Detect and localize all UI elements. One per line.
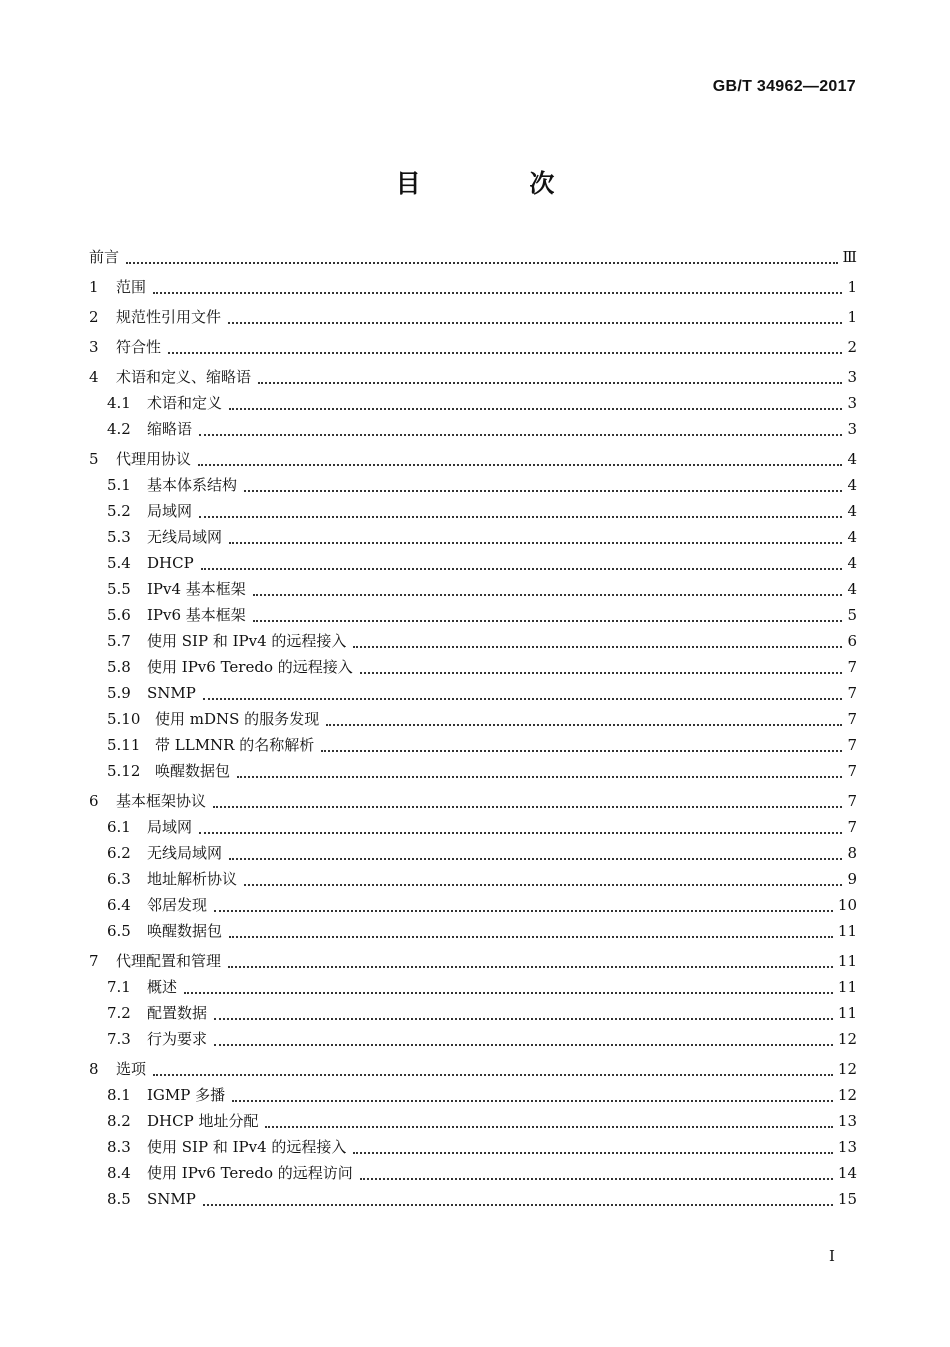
toc-dot-leader <box>198 456 842 466</box>
toc-section-entry[interactable] <box>89 840 857 866</box>
toc-entry-number: 8.3 <box>107 1138 131 1156</box>
toc-dot-leader <box>237 768 842 778</box>
toc-dot-leader <box>201 560 842 570</box>
toc-entry-page: 10 <box>837 896 857 914</box>
toc-entry-page: 7 <box>847 792 857 810</box>
toc-entry-number: 5.3 <box>107 528 131 546</box>
toc-entry-page: 4 <box>847 528 857 546</box>
toc-entry-page: 11 <box>837 952 857 970</box>
toc-entry-number: 5.6 <box>107 606 131 624</box>
toc-entry-number: 1 <box>89 278 99 296</box>
toc-entry-label: 局域网 <box>147 502 193 520</box>
toc-dot-leader <box>232 1092 833 1102</box>
toc-entry-label: 邻居发现 <box>147 896 208 914</box>
toc-entry-number: 5.5 <box>107 580 131 598</box>
toc-entry-page: 5 <box>847 606 857 624</box>
toc-dot-leader <box>214 1010 833 1020</box>
toc-entry-number: 8 <box>89 1060 99 1078</box>
toc-entry-page: 11 <box>837 978 857 996</box>
toc-entry-label: 使用 mDNS 的服务发现 <box>155 710 320 728</box>
toc-entry-page: 1 <box>847 308 857 326</box>
toc-dot-leader <box>199 426 842 436</box>
toc-entry-label: 使用 IPv6 Teredo 的远程接入 <box>147 658 353 676</box>
toc-entry-number: 7.1 <box>107 978 131 996</box>
toc-section-entry[interactable] <box>89 1186 857 1212</box>
toc-entry-label: 代理用协议 <box>116 450 192 468</box>
toc-section-entry[interactable] <box>89 1160 857 1186</box>
toc-dot-leader <box>229 400 842 410</box>
toc-dot-leader <box>244 482 842 492</box>
toc-dot-leader <box>353 638 842 648</box>
toc-dot-leader <box>203 1196 833 1206</box>
toc-chapter-entry[interactable] <box>89 244 857 270</box>
toc-entry-page: 8 <box>847 844 857 862</box>
toc-entry-number: 3 <box>89 338 99 356</box>
toc-chapter-entry[interactable] <box>89 334 857 360</box>
toc-chapter-entry[interactable] <box>89 304 857 330</box>
toc-entry-page: 7 <box>847 710 857 728</box>
toc-dot-leader <box>184 984 833 994</box>
toc-section-entry[interactable] <box>89 1082 857 1108</box>
toc-entry-page: 13 <box>837 1138 857 1156</box>
toc-dot-leader <box>203 690 842 700</box>
toc-entry-label: 无线局域网 <box>147 528 223 546</box>
toc-section-entry[interactable] <box>89 1134 857 1160</box>
toc-entry-label: IPv6 基本框架 <box>147 606 246 624</box>
toc-entry-number: 8.4 <box>107 1164 131 1182</box>
toc-entry-label: 符合性 <box>116 338 162 356</box>
toc-entry-number: 5.12 <box>107 762 141 780</box>
toc-entry-page: 14 <box>837 1164 857 1182</box>
toc-entry-label: 基本框架协议 <box>116 792 207 810</box>
toc-dot-leader <box>153 284 842 294</box>
toc-dot-leader <box>326 716 842 726</box>
toc-entry-label: 地址解析协议 <box>147 870 238 888</box>
toc-dot-leader <box>199 824 842 834</box>
toc-entry-number: 8.2 <box>107 1112 131 1130</box>
toc-dot-leader <box>199 508 842 518</box>
toc-entry-page: 12 <box>837 1060 857 1078</box>
toc-entry-label: 唤醒数据包 <box>147 922 223 940</box>
toc-entry-label: 前言 <box>89 248 120 266</box>
toc-dot-leader <box>321 742 842 752</box>
toc-entry-label: 缩略语 <box>147 420 193 438</box>
toc-entry-label: 术语和定义、缩略语 <box>116 368 252 386</box>
toc-entry-page: 15 <box>837 1190 857 1208</box>
toc-dot-leader <box>229 928 833 938</box>
toc-entry-label: DHCP <box>147 554 194 572</box>
toc-chapter-entry[interactable] <box>89 274 857 300</box>
toc-entry-label: 无线局域网 <box>147 844 223 862</box>
toc-entry-page: 3 <box>847 420 857 438</box>
toc-entry-label: SNMP <box>147 1190 196 1208</box>
toc-entry-page: 4 <box>847 502 857 520</box>
toc-entry-number: 5.11 <box>107 736 141 754</box>
toc-entry-page: 9 <box>847 870 857 888</box>
toc-entry-number: 6.5 <box>107 922 131 940</box>
toc-entry-label: 使用 SIP 和 IPv4 的远程接入 <box>147 632 347 650</box>
toc-entry-number: 5.7 <box>107 632 131 650</box>
toc-dot-leader <box>213 798 842 808</box>
toc-entry-number: 2 <box>89 308 99 326</box>
toc-entry-page: 4 <box>847 450 857 468</box>
toc-entry-page: 4 <box>847 580 857 598</box>
toc-section-entry[interactable] <box>89 390 857 416</box>
toc-section-entry[interactable] <box>89 472 857 498</box>
toc-section-entry[interactable] <box>89 1000 857 1026</box>
toc-entry-number: 6.1 <box>107 818 131 836</box>
toc-section-entry[interactable] <box>89 498 857 524</box>
toc-section-entry[interactable] <box>89 892 857 918</box>
toc-section-entry[interactable] <box>89 1026 857 1052</box>
toc-section-entry[interactable] <box>89 576 857 602</box>
toc-entry-page: 3 <box>847 368 857 386</box>
toc-entry-page: 13 <box>837 1112 857 1130</box>
toc-entry-page: 7 <box>847 736 857 754</box>
toc-entry-number: 6.2 <box>107 844 131 862</box>
toc-section-entry[interactable] <box>89 706 857 732</box>
toc-entry-number: 7 <box>89 952 99 970</box>
toc-section-entry[interactable] <box>89 416 857 442</box>
toc-dot-leader <box>214 1036 833 1046</box>
toc-entry-number: 5 <box>89 450 99 468</box>
toc-entry-label: 规范性引用文件 <box>116 308 222 326</box>
toc-dot-leader <box>253 586 842 596</box>
toc-entry-number: 5.8 <box>107 658 131 676</box>
table-of-contents <box>89 244 857 1212</box>
toc-section-entry[interactable] <box>89 550 857 576</box>
toc-entry-number: 6.3 <box>107 870 131 888</box>
toc-dot-leader <box>228 314 842 324</box>
toc-entry-label: 基本体系结构 <box>147 476 238 494</box>
toc-entry-label: 范围 <box>116 278 147 296</box>
toc-entry-page: 12 <box>837 1086 857 1104</box>
toc-entry-label: 代理配置和管理 <box>116 952 222 970</box>
toc-entry-number: 4.2 <box>107 420 131 438</box>
toc-entry-page: 3 <box>847 394 857 412</box>
toc-section-entry[interactable] <box>89 814 857 840</box>
toc-dot-leader <box>153 1066 833 1076</box>
toc-entry-page: 4 <box>847 476 857 494</box>
toc-dot-leader <box>353 1144 833 1154</box>
toc-dot-leader <box>244 876 842 886</box>
toc-section-entry[interactable] <box>89 1108 857 1134</box>
toc-entry-label: IGMP 多播 <box>147 1086 226 1104</box>
toc-entry-label: 配置数据 <box>147 1004 208 1022</box>
toc-entry-number: 6.4 <box>107 896 131 914</box>
toc-entry-page: 1 <box>847 278 857 296</box>
toc-entry-number: 4.1 <box>107 394 131 412</box>
toc-entry-label: IPv4 基本框架 <box>147 580 246 598</box>
toc-entry-label: 唤醒数据包 <box>155 762 231 780</box>
toc-entry-number: 5.4 <box>107 554 131 572</box>
toc-dot-leader <box>360 1170 833 1180</box>
toc-entry-page: 2 <box>847 338 857 356</box>
toc-entry-label: 行为要求 <box>147 1030 208 1048</box>
toc-section-entry[interactable] <box>89 524 857 550</box>
toc-entry-page: 11 <box>837 1004 857 1022</box>
toc-chapter-entry[interactable] <box>89 446 857 472</box>
toc-entry-number: 5.9 <box>107 684 131 702</box>
toc-entry-label: SNMP <box>147 684 196 702</box>
toc-entry-label: 选项 <box>116 1060 147 1078</box>
page-title: 目 次 <box>395 169 605 198</box>
toc-section-entry[interactable] <box>89 680 857 706</box>
toc-entry-number: 4 <box>89 368 99 386</box>
toc-entry-page: 7 <box>847 658 857 676</box>
toc-entry-page: 7 <box>847 762 857 780</box>
toc-dot-leader <box>253 612 842 622</box>
toc-entry-label: 术语和定义 <box>147 394 223 412</box>
toc-entry-page: 4 <box>847 554 857 572</box>
toc-entry-page: 11 <box>837 922 857 940</box>
toc-entry-number: 6 <box>89 792 99 810</box>
toc-section-entry[interactable] <box>89 918 857 944</box>
toc-dot-leader <box>360 664 842 674</box>
toc-section-entry[interactable] <box>89 602 857 628</box>
toc-entry-label: 局域网 <box>147 818 193 836</box>
toc-entry-number: 8.1 <box>107 1086 131 1104</box>
toc-entry-page: 7 <box>847 818 857 836</box>
toc-dot-leader <box>126 254 838 264</box>
toc-chapter-entry[interactable] <box>89 364 857 390</box>
standard-code: GB/T 34962—2017 <box>712 78 856 95</box>
toc-section-entry[interactable] <box>89 866 857 892</box>
toc-entry-number: 5.10 <box>107 710 141 728</box>
toc-section-entry[interactable] <box>89 628 857 654</box>
toc-entry-number: 5.2 <box>107 502 131 520</box>
toc-dot-leader <box>228 958 833 968</box>
toc-dot-leader <box>214 902 833 912</box>
toc-entry-page: Ⅲ <box>842 248 857 266</box>
toc-entry-number: 7.3 <box>107 1030 131 1048</box>
toc-chapter-entry[interactable] <box>89 1056 857 1082</box>
toc-section-entry[interactable] <box>89 654 857 680</box>
toc-entry-number: 8.5 <box>107 1190 131 1208</box>
toc-dot-leader <box>229 850 842 860</box>
page-number: I <box>829 1247 835 1265</box>
toc-entry-page: 7 <box>847 684 857 702</box>
toc-dot-leader <box>265 1118 832 1128</box>
toc-section-entry[interactable] <box>89 758 857 784</box>
toc-section-entry[interactable] <box>89 974 857 1000</box>
toc-entry-page: 6 <box>847 632 857 650</box>
toc-entry-number: 7.2 <box>107 1004 131 1022</box>
toc-chapter-entry[interactable] <box>89 788 857 814</box>
toc-entry-label: 带 LLMNR 的名称解析 <box>155 736 315 754</box>
toc-chapter-entry[interactable] <box>89 948 857 974</box>
toc-entry-label: 使用 IPv6 Teredo 的远程访问 <box>147 1164 353 1182</box>
toc-dot-leader <box>258 374 842 384</box>
toc-dot-leader <box>229 534 842 544</box>
toc-entry-label: 概述 <box>147 978 178 996</box>
toc-entry-number: 5.1 <box>107 476 131 494</box>
toc-entry-label: 使用 SIP 和 IPv4 的远程接入 <box>147 1138 347 1156</box>
toc-section-entry[interactable] <box>89 732 857 758</box>
toc-dot-leader <box>168 344 842 354</box>
toc-entry-page: 12 <box>837 1030 857 1048</box>
toc-entry-label: DHCP 地址分配 <box>147 1112 259 1130</box>
